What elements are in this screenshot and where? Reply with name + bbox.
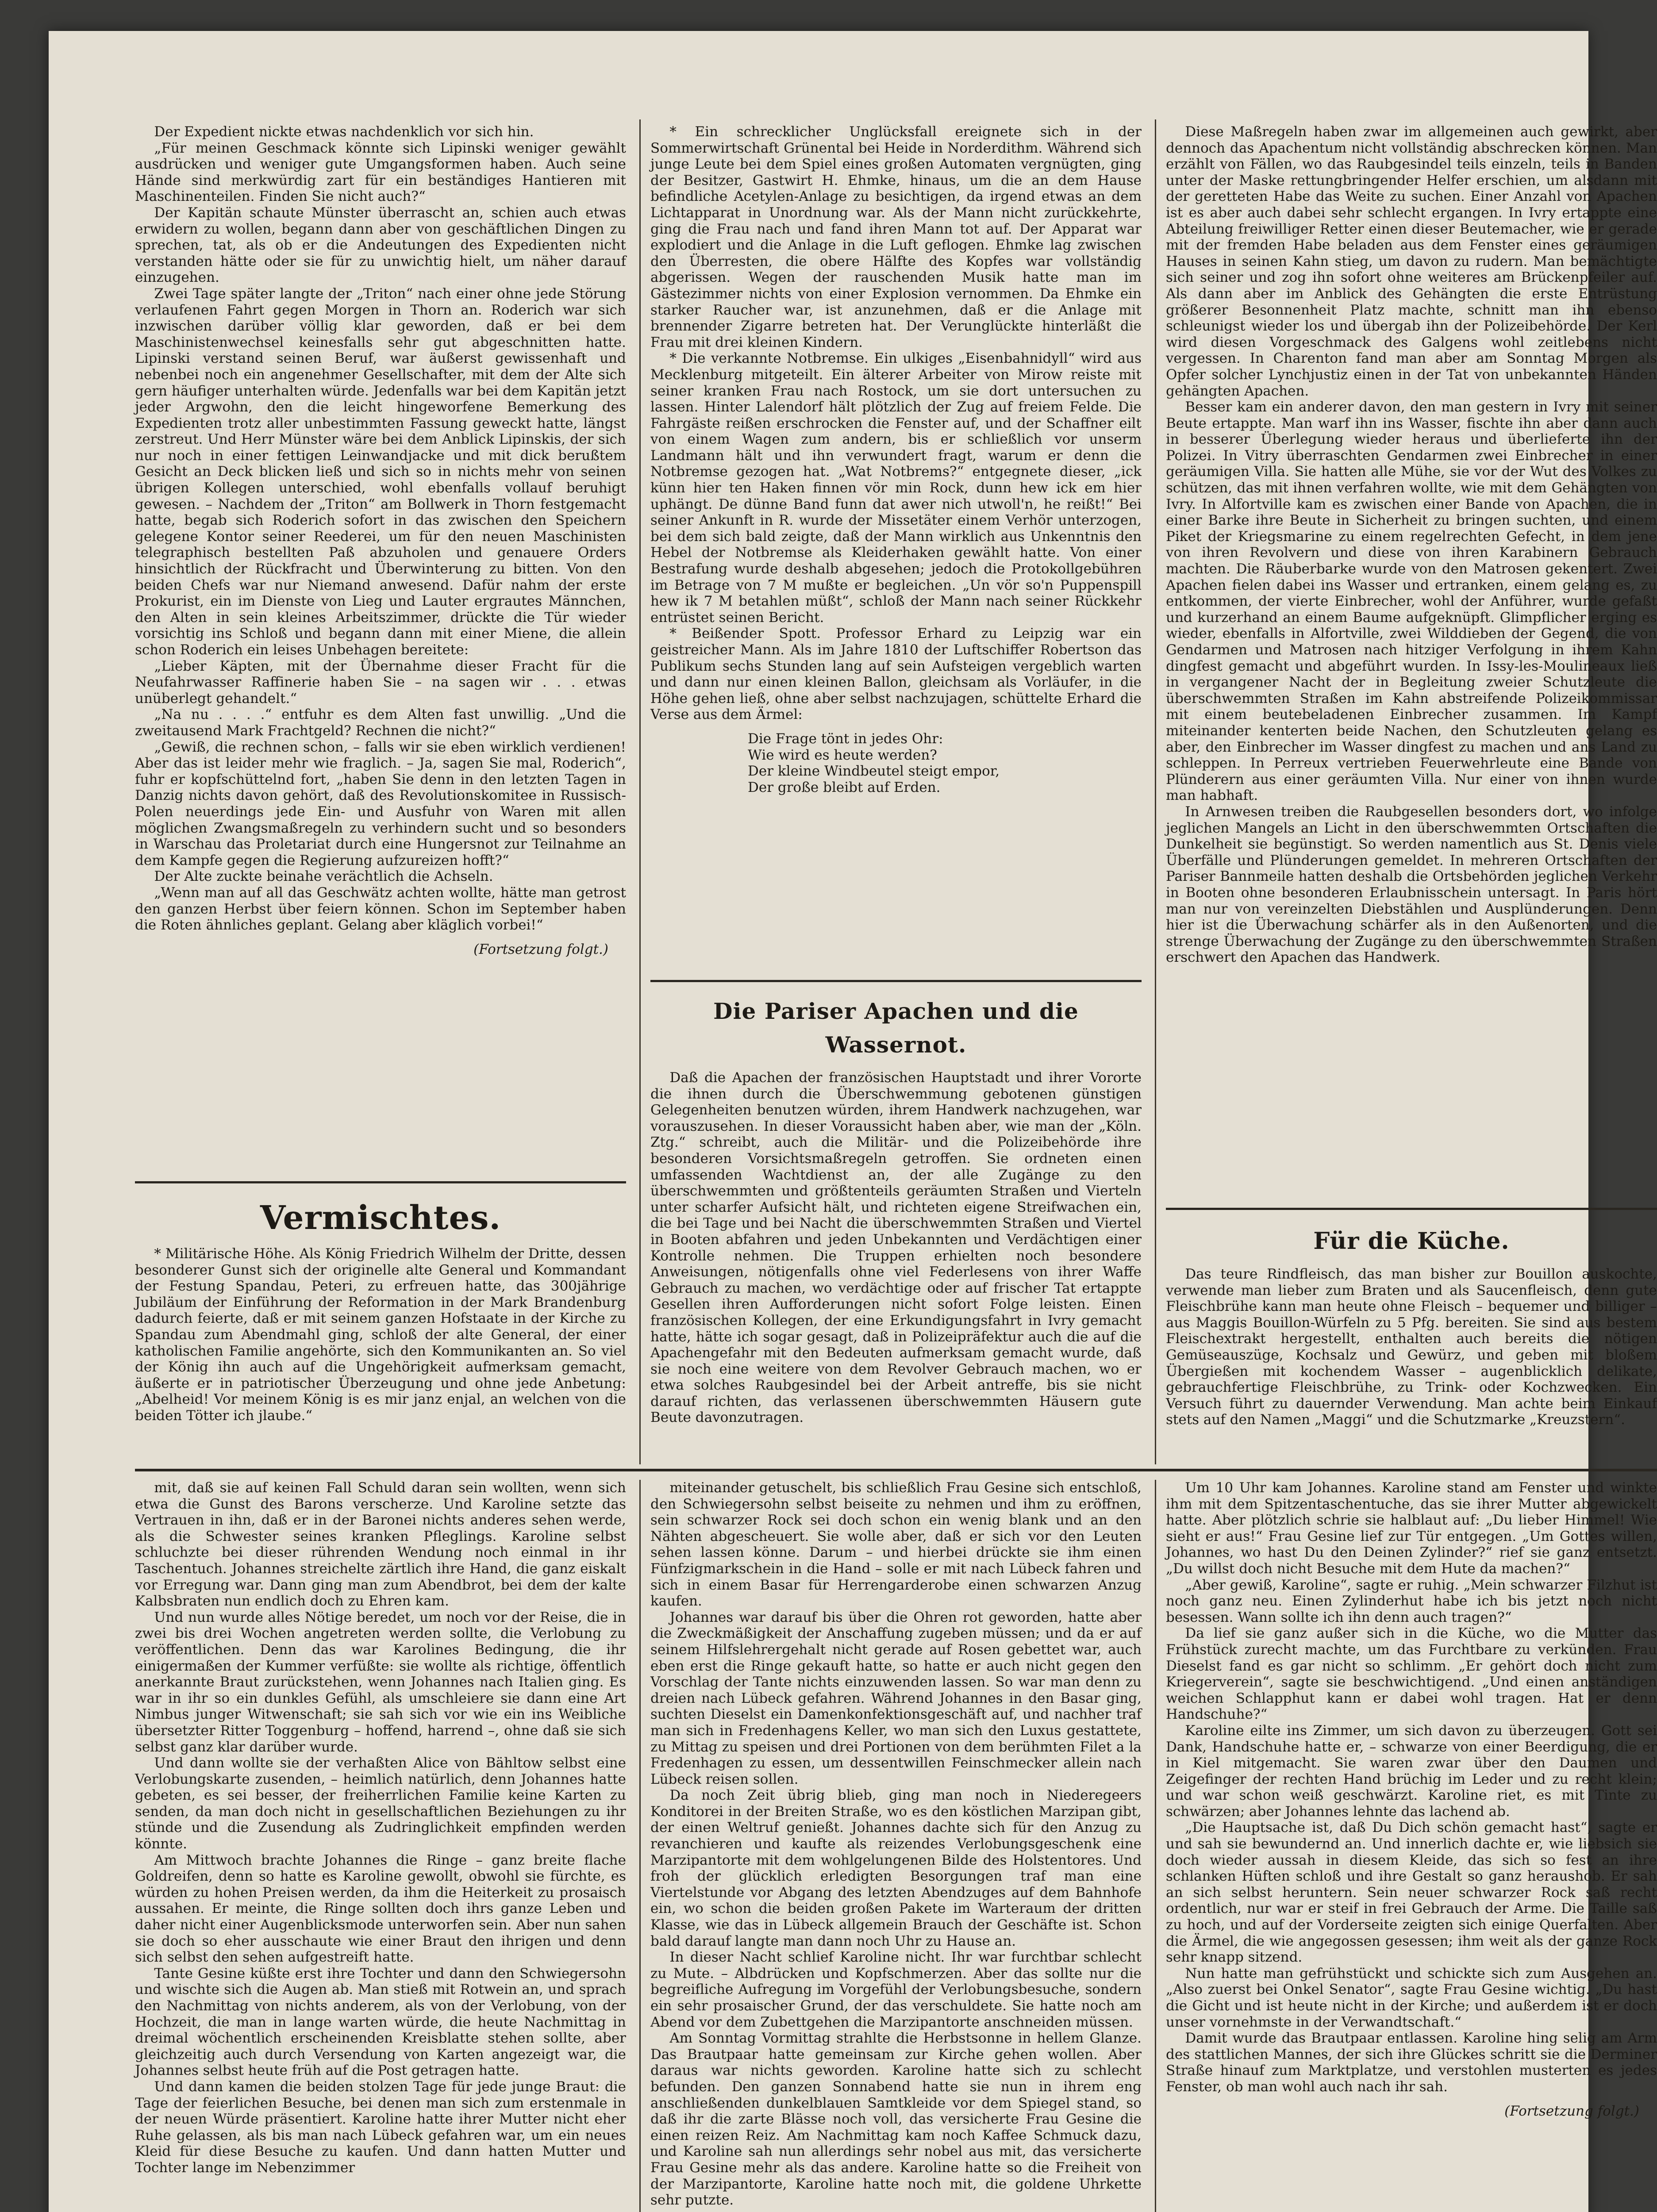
paragraph: Besser kam ein anderer davon, den man gestern in Ivry mit seiner Beute ertappte. Man warf ihn ins Wasser, fischte ihn aber dann auch in besserer Überlegung wieder heraus und überlieferte ihn der Polizei. In Vitry überraschten Gendarmen zwei Einbrecher in einer geräumigen Villa. Sie hatten alle Mühe, sie vor der Wut des Volkes zu schützen, das mit ihnen verfahren wollte, wie mit dem Gehängten von Ivry. In Alfortville kam es zwischen einer Bande von Apachen, die in einer Barke ihre Beute in Sicherheit zu bringen suchten, und einem Piket der Kriegsmarine zu einem regelrechten Gefecht, in dem jene von ihren Revolvern und diese von ihren Karabinern Gebrauch machten. Die Räuberbarke wurde von den Matrosen gekentert. Zwei Apachen fielen dabei ins Wasser und ertranken, einem gelang es, zu entkommen, der vierte Einbrecher, wohl der Anführer, wurde gefaßt und kurzerhand an einem Baume aufgeknüpft. Glimpflicher erging es wieder, ebenfalls in Alfortville, zwei Wilddieben der Gegend, die von Gendarmen und Matrosen nach hitziger Verfolgung in ihrem Kahn dingfest gemacht und abgeführt wurden. In Issy-les-Moulineaux ließ in vergangener Nacht der in Begleitung zweier Schutzleute die überschwemmten Straßen im Kahn abstreifende Polizeikommissar mit einem beutebeladenen Einbrecher zusammen. Im Kampf miteinander kenterten beide Nachen, den Schutzleuten gelang es aber, den Einbrecher im Wasser dingfest zu machen und ans Land zu schleppen. In Perreux vertrieben Feuerwehrleute eine Bande von Plünderern aus einer geräumten Villa. Nur einer von ihnen wurde man habhaft. <box>1166 399 1657 804</box>
paragraph: Und dann kamen die beiden stolzen Tage für jede junge Braut: die Tage der feierlichen Besuche, bei denen man sich zum erstenmale in der neuen Würde präsentiert. Karoline hatte ihrer Mutter nicht eher Ruhe gelassen, als bis man nach Lübeck gefahren war, um ein neues Kleid für diese Besuche zu kaufen. Und dann hatten Mutter und Tochter lange im Nebenzimmer <box>135 2078 626 2176</box>
paragraph: * Ein schrecklicher Unglücksfall ereignete sich in der Sommerwirtschaft Grünental bei Heide in Norderdithm. Während sich junge Leute bei dem Spiel eines großen Automaten vergnügten, ging der Besitzer, Gastwirt H. Ehmke, hinaus, um die an dem Hause befindliche Acetylen-Anlage zu besichtigen, da irgend etwas an dem Lichtapparat in Unordnung war. Als der Mann nicht zurückkehrte, ging die Frau nach und fand ihren Mann tot auf. Der Apparat war explodiert und die Anlage in die Luft geflogen. Ehmke lag zwischen den Überresten, die obere Hälfte des Kopfes war vollständig abgerissen. Wegen der rauschenden Musik hatte man im Gästezimmer nichts von einer Explosion vernommen. Da Ehmke ein starker Raucher war, ist anzunehmen, daß er die Anlage mit brennender Zigarre betreten hat. Der Verunglückte hinterläßt die Frau mit drei kleinen Kindern. <box>650 124 1142 350</box>
paragraph: Johannes war darauf bis über die Ohren rot geworden, hatte aber die Zweckmäßigkeit der Anschaffung zugeben müssen; und da er auf seinem Hilfslehrergehalt nicht gerade auf Rosen gebettet war, auch eben erst die Ringe gekauft hatte, so hatte er auch nicht gegen den Vorschlag der Tante nichts einzuwenden lassen. So war man denn zu dreien nach Lübeck gefahren. Während Johannes in den Basar ging, suchten Dieselst ein Damenkonfektionsgeschäft auf, und nachher traf man sich in Fredenhagens Keller, wo man sich den Luxus gestattete, zu Mittag zu speisen und drei Portionen von dem berühmten Filet a la Fredenhagen zu essen, um dessentwillen Feinschmecker allein nach Lübeck reisen sollen. <box>650 1609 1142 1787</box>
paragraph: Damit wurde das Brautpaar entlassen. Karoline hing selig am Arm des stattlichen Mannes, der sich ihre Glückes schritt sie die Derminer Straße hinauf zum Marktplatze, und verstohlen musterten es jedes Fenster, ob man wohl auch nach ihr sah. <box>1166 2030 1657 2095</box>
paragraph: Daß die Apachen der französischen Hauptstadt und ihrer Vororte die ihnen durch die Überschwemmung gebotenen günstigen Gelegenheiten benutzen würden, ihrem Handwerk nachzugehen, war vorauszusehen. In dieser Voraussicht haben aber, wie man der „Köln. Ztg.“ schreibt, auch die Militär- und die Polizeibehörde ihre besonderen Vorsichtsmaßregeln getroffen. Sie ordneten einen umfassenden Wachtdienst an, der alle Zugänge zu den überschwemmten und größtenteils geräumten Straßen und Vierteln unter scharfer Aufsicht hält, und richteten eigene Streifwachen ein, die bei Tage und bei Nacht die überschwemmten Straßen und Viertel in Booten abfahren und jeden Unbekannten und Verdächtigen einer Kontrolle nehmen. Die Truppen erhielten noch besondere Anweisungen, nötigenfalls ohne viel Federlesens von ihrer Waffe Gebrauch zu machen, wo verdächtige oder auf frischer Tat ertappte Gesellen ihren Aufforderungen nicht sofort Folge leisten. Einen französischen Kollegen, der eine Erkundigungsfahrt in Ivry gemacht hatte, hätte ich sogar gesagt, daß in Polizeipräfektur auch die auf die Apachengefahr mit den Bedeuten aufmerksam gemacht wurde, daß sie noch eine weitere von dem Revolver Gebrauch machen, wo er etwa solches Raubgesindel bei der Arbeit antreffe, bis sie nicht darauf richten, das verlassenen überschwemmten Häusern gute Beute davonzutragen. <box>650 1070 1142 1426</box>
column-3-top <box>1166 124 1657 1199</box>
paragraph: In dieser Nacht schlief Karoline nicht. Ihr war furchtbar schlecht zu Mute. – Albdrücken und Kopfschmerzen. Aber das sollte nur die begreifliche Aufregung im Vorgefühl der Verlobungsbesuche, sondern ein sehr prosaischer Grund, der das verschuldete. Sie hatte noch am Abend vor dem Zubettgehen die Marzipantorte anschneiden müssen. <box>650 1949 1142 2030</box>
section-rule <box>135 1181 626 1183</box>
kueche-heading: Für die Küche. <box>1313 1228 1510 1255</box>
paragraph: „Na nu . . . .“ entfuhr es dem Alten fast unwillig. „Und die zweitausend Mark Frachtgeld? Rechnen die nicht?“ <box>135 707 626 739</box>
lower-column-2 <box>650 1480 1142 2212</box>
column-2-top <box>650 124 1142 956</box>
paragraph: * Militärische Höhe. Als König Friedrich Wilhelm der Dritte, dessen besonderer Gunst sich der originelle alte General und Kommandant der Festung Spandau, Peteri, zu erfreuen hatte, das 300jährige Jubiläum der Einführung der Reformation in der Mark Brandenburg dadurch feierte, daß er mit seinem ganzen Hofstaate in der Kirche zu Spandau zum Abendmahl ging, schloß der alte General, der einer katholischen Familie angehörte, sich den Kommunikanten an. So viel der König ihn auch auf die Ungehörigkeit aufmerksam gemacht, äußerte er in patriotischer Überzeugung und ohne jede Anbetung: „Abelheid! Vor meinem König is es mir janz enjal, an welchen von die beiden Tötter ich jlaube.“ <box>135 1246 626 1424</box>
paragraph: Am Mittwoch brachte Johannes die Ringe – ganz breite flache Goldreifen, denn so hatte es Karoline gewollt, obwohl sie fürchte, es würden zu hohen Preisen werden, da ihm die Heiterkeit zu prosaisch aussahen. Er meinte, die Ringe sollten doch ihrs ganze Leben und daher nicht einer Augenblicksmode unterworfen sein. Aber nun sahen sie doch so eher ausschaute wie einer Braut den ihrigen und denn sich selbst den sehen aufgestreift hatte. <box>135 1852 626 1966</box>
poem-line: Die Frage tönt in jedes Ohr: <box>748 730 943 747</box>
section-rule <box>1166 1208 1657 1210</box>
paragraph: * Die verkannte Notbremse. Ein ulkiges „Eisenbahnidyll“ wird aus Mecklenburg mitgeteilt. Ein älterer Arbeiter von Mirow reiste mit seiner kranken Frau nach Rostock, um sie dort untersuchen zu lassen. Hinter Lalendorf hält plötzlich der Zug auf freiem Felde. Die Fahrgäste reißen erschrocken die Fenster auf, und der Schaffner eilt von einem Wagen zum andern, bis er schließlich vor unserm Landmann hält und ihn verwundert fragt, warum er denn die Notbremse gezogen hat. „Wat Notbrems?“ entgegnete dieser, „ick künn hier ten Haken finnen vör min Rock, dunn hew ick em hier uphängt. De dünne Band funn dat awer nich utwoll'n, he reißt!“ Bei seiner Ankunft in R. wurde der Missetäter einem Verhör unterzogen, bei dem sich bald zeigte, daß der Mann wirklich aus Unkenntnis den Hebel der Notbremse als Kleiderhaken gewählt hatte. Von einer Bestrafung wurde deshalb abgesehen; jedoch die Protokollgebühren im Betrage von 7 M mußte er begleichen. „Un vör so'n Puppenspill hew ik 7 M betahlen müßt“, schloß der Mann nach seiner Rückkehr entrüstet seinen Bericht. <box>650 350 1142 626</box>
column-1-top <box>135 124 626 1159</box>
page-section-rule <box>135 1469 1657 1471</box>
vermischtes-heading: Vermischtes. <box>260 1199 501 1237</box>
paragraph: Um 10 Uhr kam Johannes. Karoline stand am Fenster und winkte ihm mit dem Spitzentaschentuche, das sie ihrer Mutter abgewickelt hatte. Aber plötzlich schrie sie halblaut auf: „Du lieber Himmel! Wie sieht er aus!“ Frau Gesine lief zur Tür entgegen. „Um Gottes willen, Johannes, wo hast Du den Deinen Zylinder?“ rief sie ganz entsetzt. „Du willst doch nicht Besuche mit dem Hute da machen?“ <box>1166 1480 1657 1577</box>
paragraph: „Gewiß, die rechnen schon, – falls wir sie eben wirklich verdienen! Aber das ist leider mehr wie fraglich. – Ja, sagen Sie mal, Roderich“, fuhr er kopfschüttelnd fort, „haben Sie denn in den letzten Tagen in Danzig nichts davon gehört, daß des Revolutionskomitee in Russisch-Polen neuerdings jede Ein- und Ausfuhr von Waren mit allen möglichen Zwangsmaßregeln zu verhindern sucht und so besonders in Warschau das Proletariat durch eine Hungersnot zur Teilnahme an dem Kampfe gegen die Regierung aufzureizen hofft?“ <box>135 739 626 868</box>
paragraph: „Aber gewiß, Karoline“, sagte er ruhig. „Mein schwarzer Filzhut ist noch ganz neu. Einen Zylinderhut habe ich bis jetzt noch nicht besessen. Wann sollte ich ihn denn auch tragen?“ <box>1166 1577 1657 1625</box>
paragraph: Der Alte zuckte beinahe verächtlich die Achseln. <box>154 868 493 885</box>
column-divider <box>639 119 641 1464</box>
paragraph: „Wenn man auf all das Geschwätz achten wollte, hätte man getrost den ganzen Herbst über feiern können. Schon im September haben die Roten ähnliches geplant. Gelang aber kläglich vorbei!“ <box>135 884 626 933</box>
paragraph: „Für meinen Geschmack könnte sich Lipinski weniger gewählt ausdrücken und weniger gute Umgangsformen haben. Auch seine Hände sind merkwürdig zart für ein beständiges Hantieren mit Maschinenteilen. Finden Sie nicht auch?“ <box>135 140 626 205</box>
paragraph: Und nun wurde alles Nötige beredet, um noch vor der Reise, die in zwei bis drei Wochen angetreten werden sollte, die Verlobung zu veröffentlichen. Denn das war Karolines Bedingung, die ihr einigermaßen der Kummer verfüßte: sie wollte als richtige, öffentlich anerkannte Braut zurückstehen, wenn Johannes nach Italien ging. Es war in ihr so ein dunkles Gefühl, als umschleiere sie dann eine Art Nimbus junger Witwenschaft; sie sah sich vor wie ein ins Weibliche übersetzter Ritter Toggenburg – hoffend, harrend –, ohne daß sie sich selbst ganz klar darüber wurde. <box>135 1609 626 1755</box>
paragraph: * Beißender Spott. Professor Erhard zu Leipzig war ein geistreicher Mann. Als im Jahre 1810 der Luftschiffer Robertson das Publikum sechs Stunden lang auf sein Aufsteigen vergeblich warten und dann nur einen kleinen Ballon, gleichsam als Vorläufer, in die Höhe gehen ließ, ohne aber selbst nachzujagen, schüttelte Erhard die Verse aus dem Ärmel: <box>650 626 1142 723</box>
poem-line: Der kleine Windbeutel steigt empor, <box>748 763 1000 780</box>
apachen-heading: Die Pariser Apachen und die Wassernot. <box>713 998 1079 1058</box>
paragraph: Das teure Rindfleisch, das man bisher zur Bouillon auskochte, verwende man lieber zum Braten und als Saucenfleisch, denn gute Fleischbrühe kann man heute ohne Fleisch – bequemer und billiger – aus Maggis Bouillon-Würfeln zu 5 Pfg. bereiten. Sie sind aus bestem Fleischextrakt hergestellt, enthalten auch bereits die nötigen Gemüseauszüge, Kochsalz und Gewürz, und geben mit bloßem Übergießen mit kochendem Wasser – augenblicklich delikate, gebrauchfertige Fleischbrühe, zu Trink- oder Kochzwecken. Ein Versuch führt zu dauernder Verwendung. Man achte beim Einkauf stets auf den Namen „Maggi“ und die Schutzmarke „Kreuzstern“. <box>1166 1266 1657 1428</box>
column-divider <box>639 1480 641 2212</box>
paragraph: Tante Gesine küßte erst ihre Tochter und dann den Schwiegersohn und wischte sich die Augen ab. Man stieß mit Rotwein an, und sprach den Nachmittag von nichts anderem, als von der Verlobung, von der Hochzeit, die man in lange warten würde, die heute Nachmittag in dreimal wöchentlich erscheinenden Kreisblatte stehen sollte, aber gleichzeitig auch durch Versendung von Karten angezeigt war, die Johannes selbst heute früh auf die Post getragen hatte. <box>135 1965 626 2079</box>
column-2-apachen <box>650 987 1142 1464</box>
paragraph: Am Sonntag Vormittag strahlte die Herbstsonne in hellem Glanze. Das Brautpaar hatte gemeinsam zur Kirche gehen wollen. Aber daraus war nichts geworden. Karoline hatte sich zu schlecht befunden. Den ganzen Sonnabend hatte sie nun in ihrem eng anschließenden dunkelblauen Samtkleide vor dem Spiegel stand, so daß ihr die zarte Blässe noch voll, das versicherte Frau Gesine die einen reizen Reiz. Am Nachmittag kam noch Kaffee Schmuck dazu, und Karoline sah nun allerdings sehr nobel aus mit, das versicherte Frau Gesine mehr als das andere. Karoline hatte so die Freiheit von der Marzipantorte, Karoline hatte noch mit, die goldene Uhrkette sehr putzte. <box>650 2030 1142 2208</box>
paragraph: Diese Maßregeln haben zwar im allgemeinen auch gewirkt, aber dennoch das Apachentum nicht vollständig abschrecken können. Man erzählt von Fällen, wo das Raubgesindel teils einzeln, teils in Banden unter der Maske rettungbringender Helfer erschien, um alsdann mit der geretteten Habe das Weite zu suchen. Einer Anzahl von Apachen ist es aber auch dabei sehr schlecht ergangen. In Ivry ertappte eine Abteilung freiwilliger Retter einen dieser Beutemacher, wie er gerade mit der fremden Habe beladen aus dem Fenster eines geräumigen Hauses in seinen Kahn stieg, um davon zu rudern. Man bemächtigte sich seiner und zog ihn sofort ohne weiteres am Brückenpfeiler auf. Als dann aber im Anblick des Gehängten die erste Entrüstung größerer Besonnenheit Platz machte, schnitt man ihn ebenso schleunigst wieder los und übergab ihn der Polizeibehörde. Der Kerl wird diesen Vorgeschmack des Galgens wohl zeitlebens nicht vergessen. In Charenton fand man aber am Sonntag Morgen als Opfer solcher Lynchjustiz einen in der Tat von unbekannten Händen gehängten Apachen. <box>1166 124 1657 399</box>
continued-note: (Fortsetzung folgt.) <box>473 941 608 957</box>
paragraph: In Arnwesen treiben die Raubgesellen besonders dort, wo infolge jeglichen Mangels an Licht in den überschwemmten Ortschaften die Dunkelheit sie begünstigt. So werden namentlich aus St. Denis viele Überfälle und Plünderungen gemeldet. In mehreren Ortschaften der Pariser Bannmeile hatten deshalb die Ortsbehörden jeglichen Verkehr in Booten ohne besonderen Erlaubnisschein untersagt. In Paris hört man nur von vereinzelten Diebstählen und Ausplünderungen. Denn hier ist die Überwachung schärfer als in den Außenorten, und die strenge Überwachung der Zugänge zu den überschwemmten Straßen erschwert den Apachen das Handwerk. <box>1166 803 1657 966</box>
paragraph: „Die Hauptsache ist, daß Du Dich schön gemacht hast“, sagte er und sah sie bewundernd an. Und innerlich dachte er, wie liebsich sie doch wieder aussah in diesem Kleide, das sich so fest an ihre schlanken Hüften schloß und ihre Gestalt so ganz heraushob. Er sah an sich selbst heruntern. Sein neuer schwarzer Rock saß recht ordentlich, nur war er steif in frei Gebrauch der Arme. Die Taille saß zu hoch, und auf der Vorderseite zeigten sich einige Querfalten. Aber die Ärmel, die wie angegossen gesessen; ihm weit als der ganze Rock sehr knapp sitzend. <box>1166 1820 1657 1966</box>
paragraph: mit, daß sie auf keinen Fall Schuld daran sein wollten, wenn sich etwa die Gunst des Barons verscherze. Und Karoline setzte das Vertrauen in ihn, daß er in der Baronei nichts anderes sehen werde, als die Schwester seines kranken Pfleglings. Karoline selbst schluchzte bei dieser rührenden Wendung noch einmal in ihr Taschentuch. Johannes streichelte zärtlich ihre Hand, die ganz eiskalt vor Erregung war. Dann ging man zum Abendbrot, bei dem der kalte Kalbsbraten nun endlich doch zu Ehren kam. <box>135 1480 626 1609</box>
lower-column-1 <box>135 1480 626 2212</box>
poem <box>748 731 1142 795</box>
paragraph: Und dann wollte sie der verhaßten Alice von Bähltow selbst eine Verlobungskarte zusenden, – heimlich natürlich, denn Johannes hatte gebeten, es sei besser, der freiherrlichen Familie keine Karten zu senden, da man doch nicht in gesellschaftlichen Beziehungen zu ihr stünde und die Zusendung als Zudringlichkeit empfinden werden könnte. <box>135 1755 626 1852</box>
paragraph: miteinander getuschelt, bis schließlich Frau Gesine sich entschloß, den Schwiegersohn selbst beiseite zu nehmen und ihm zu eröffnen, sein schwarzer Rock sei doch schon ein wenig blank und an den Nähten abgescheuert. Sie wolle aber, daß er sich vor den Leuten sehen lassen könne. Darum – und hierbei drückte sie ihm einen Fünfzigmarkschein in die Hand – solle er mit nach Lübeck fahren und sich in einem Basar für Herrengarderobe einen schwarzen Anzug kaufen. <box>650 1480 1142 1609</box>
column-divider <box>1155 119 1156 1464</box>
column-divider <box>1155 1480 1156 2212</box>
paragraph: Da noch Zeit übrig blieb, ging man noch in Niederegeers Konditorei in der Breiten Straße, wo es den köstlichen Marzipan gibt, der einen Weltruf genießt. Johannes dachte sich für den Anzug zu revanchieren und kaufte als reizendes Verlobungsgeschenk eine Marzipantorte mit dem wohlgelungenen Bilde des Holstentores. Und froh der glücklich erledigten Besorgungen traf man eine Viertelstunde vor Abgang des letzten Abendzuges auf dem Bahnhofe ein, wo schon die beiden großen Pakete im Warteraum der dritten Klasse, wie das in Lübeck allgemein Brauch der Geschäfte ist. Schon bald darauf langte man dann noch Uhr zu Hause an. <box>650 1787 1142 1949</box>
paragraph: Zwei Tage später langte der „Triton“ nach einer ohne jede Störung verlaufenen Fahrt gegen Morgen in Thorn an. Roderich war sich inzwischen darüber völlig klar geworden, daß er bei dem Maschinistenwechsel keinesfalls sehr gut abgeschnitten hatte. Lipinski verstand seinen Beruf, war äußerst gewissenhaft und nebenbei noch ein angenehmer Gesellschafter, mit dem der Alte sich gern häufiger unterhalten würde. Jedenfalls war bei dem Kapitän jetzt jeder Argwohn, den die leicht hingeworfene Bemerkung des Expedienten trotz aller unbestimmten Fassung geweckt hatte, längst zerstreut. Und Herr Münster wäre bei dem Anblick Lipinskis, der sich nur noch in einer fettigen Leinwandjacke und mit dick berußtem Gesicht an Deck blicken ließ und sich so in nichts mehr von seinen übrigen Kollegen unterschied, wohl ebenfalls vollauf beruhigt gewesen. – Nachdem der „Triton“ am Bollwerk in Thorn festgemacht hatte, begab sich Roderich sofort in das zwischen den Speichern gelegene Kontor seiner Reederei, um für den neuen Maschinisten telegraphisch bestellten Paß abzuholen und genauere Orders hinsichtlich der Rückfracht und Überwinterung zu bitten. Von den beiden Chefs war nur Niemand anwesend. Dafür nahm der erste Prokurist, ein im Dienste von Lieg und Lauter ergrautes Männchen, den Alten in sein kleines Arbeitszimmer, drückte die Tür wieder vorsichtig ins Schloß und begann dann mit einer Miene, die allein schon Roderich ein leises Unbehagen bereitete: <box>135 285 626 658</box>
paragraph: Nun hatte man gefrühstückt und schickte sich zum Ausgehen an. „Also zuerst bei Onkel Senator“, sagte Frau Gesine wichtig. „Du hast die Gicht und ist heute nicht in der Kirche; und außerdem ist er doch unser vornehmste in der Verwandtschaft.“ <box>1166 1965 1657 2030</box>
continued-note: (Fortsetzung folgt.) <box>1504 2103 1639 2119</box>
newspaper-page <box>49 31 1657 2212</box>
paragraph: Karoline eilte ins Zimmer, um sich davon zu überzeugen. Gott sei Dank, Handschuhe hatte er, – schwarze von einer Beerdigung, die er in Kiel mitgemacht. Sie waren zwar über den Daumen und Zeigefinger der rechten Hand brüchig im Leder und zu recht klein; und war schon weiß geschwärzt. Karoline riet, es mit Tinte zu schwärzen; aber Johannes lehnte das lachend ab. <box>1166 1722 1657 1820</box>
paragraph: Der Kapitän schaute Münster überrascht an, schien auch etwas erwidern zu wollen, begann dann aber von geschäftlichen Dingen zu sprechen, tat, als ob er die Andeutungen des Expedienten nicht verstanden hätte oder sie für zu unwichtig hielt, um näher darauf einzugehen. <box>135 204 626 286</box>
column-1-vermischtes <box>135 1190 626 1455</box>
paragraph: Der Expedient nickte etwas nachdenklich vor sich hin. <box>154 124 534 140</box>
paragraph: Da lief sie ganz außer sich in die Küche, wo die Mutter das Frühstück zurecht machte, um das Furchtbare zu verkünden. Frau Dieselst fand es gar nicht so schlimm. „Er gehört doch nicht zum Kriegerverein“, sagte sie beschwichtigend. „Und einen anständigen weichen Schlapphut kann er dabei wohl tragen. Hat er denn Handschuhe?“ <box>1166 1625 1657 1723</box>
paragraph: „Lieber Käpten, mit der Übernahme dieser Fracht für die Neufahrwasser Raffinerie haben Sie – na sagen wir . . . etwas unüberlegt gehandelt.“ <box>135 658 626 707</box>
poem-line: Der große bleibt auf Erden. <box>748 779 941 795</box>
section-rule <box>650 980 1142 982</box>
lower-column-3 <box>1166 1480 1657 2212</box>
poem-line: Wie wird es heute werden? <box>748 747 937 763</box>
column-3-kueche <box>1166 1217 1657 1464</box>
